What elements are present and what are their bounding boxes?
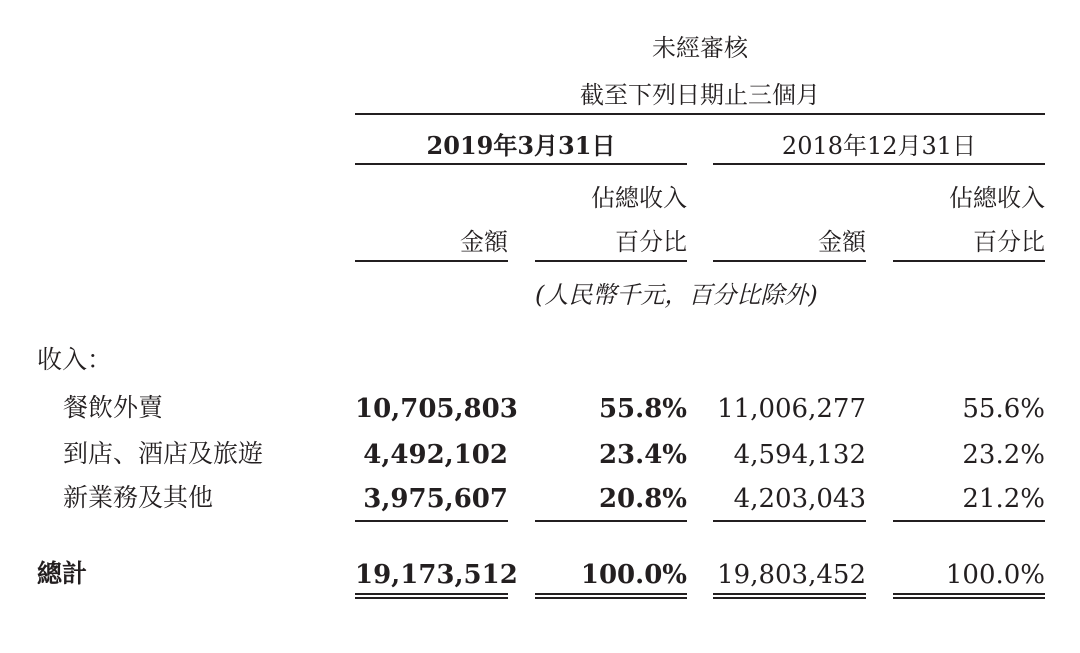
period-1-rule	[355, 163, 687, 165]
pct-header-top-2018: 佔總收入	[949, 184, 1045, 212]
section-label-revenue: 收入：	[37, 345, 113, 374]
row-amount-2018: 4,203,043	[733, 484, 866, 514]
pct-header-top-2019: 佔總收入	[591, 184, 687, 212]
total-amount-2018: 19,803,452	[717, 560, 866, 590]
total-amount-2019: 19,173,512	[355, 560, 518, 590]
row-label: 新業務及其他	[63, 483, 214, 512]
row-pct-2019: 20.8%	[598, 484, 687, 514]
amount-header-2019: 金額	[460, 228, 508, 256]
subtotal-rule-amount-2018	[713, 520, 866, 522]
pct-header-bottom-2018: 百分比	[973, 228, 1045, 256]
subtotal-rule-pct-2018	[893, 520, 1045, 522]
unit-note: (人民幣千元，百分比除外)	[535, 281, 818, 309]
amount-header-2018: 金額	[818, 228, 866, 256]
subtotal-rule-amount-2019	[355, 520, 508, 522]
header-rule-top	[355, 113, 1045, 115]
row-amount-2018: 11,006,277	[717, 394, 866, 424]
period-2-rule	[713, 163, 1045, 165]
row-amount-2019: 3,975,607	[363, 484, 508, 514]
col-rule-pct-2018	[893, 260, 1045, 262]
audit-status-heading: 未經審核	[652, 34, 748, 62]
row-pct-2018: 55.6%	[962, 394, 1045, 424]
subtotal-rule-pct-2019	[535, 520, 687, 522]
row-label: 到店、酒店及旅遊	[63, 439, 264, 468]
row-amount-2019: 4,492,102	[363, 440, 508, 470]
col-rule-pct-2019	[535, 260, 687, 262]
period-1-heading: 2019年3月31日	[426, 131, 616, 160]
period-2-heading: 2018年12月31日	[781, 132, 977, 160]
col-rule-amount-2019	[355, 260, 508, 262]
row-label: 餐飲外賣	[63, 393, 164, 422]
row-pct-2019: 55.8%	[598, 394, 687, 424]
total-double-rule-amount-2019	[355, 593, 508, 599]
total-double-rule-amount-2018	[713, 593, 866, 599]
row-amount-2019: 10,705,803	[355, 394, 518, 424]
total-pct-2018: 100.0%	[945, 560, 1045, 590]
row-pct-2018: 23.2%	[962, 440, 1045, 470]
col-rule-amount-2018	[713, 260, 866, 262]
row-amount-2018: 4,594,132	[733, 440, 866, 470]
pct-header-bottom-2019: 百分比	[615, 228, 687, 256]
row-pct-2018: 21.2%	[962, 484, 1045, 514]
total-label: 總計	[37, 559, 88, 588]
period-title-heading: 截至下列日期止三個月	[580, 81, 820, 109]
total-double-rule-pct-2019	[535, 593, 687, 599]
total-pct-2019: 100.0%	[580, 560, 687, 590]
total-double-rule-pct-2018	[893, 593, 1045, 599]
row-pct-2019: 23.4%	[598, 440, 687, 470]
